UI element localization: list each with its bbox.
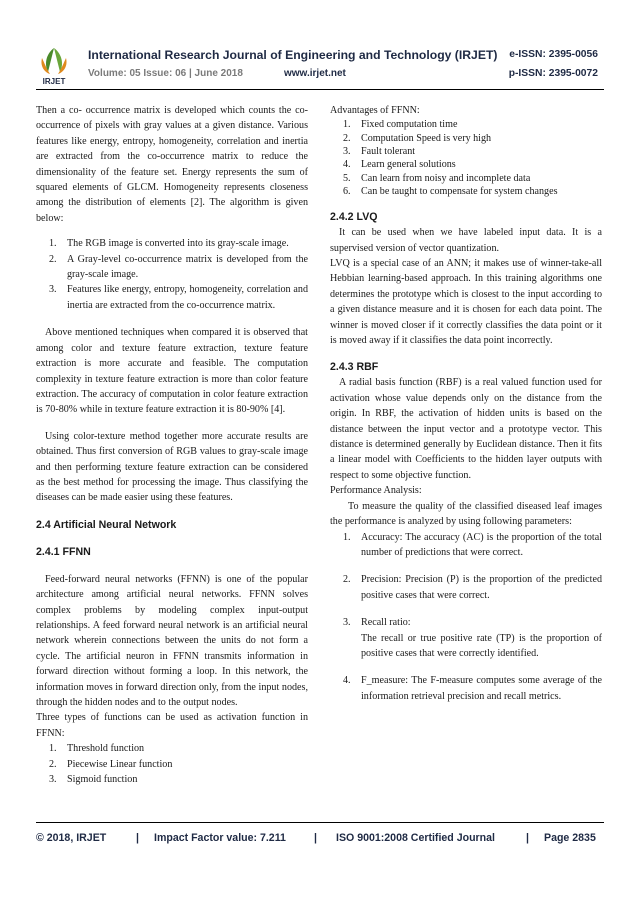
metrics-list: [330, 530, 602, 705]
comparison-paragraph: Above mentioned techniques when compared it is observed that among color and texture feature extraction, texture feature extraction is more accurate and feasible. The computation complexity in texture feature extraction is more than color feature extraction. The accuracy of computation in color feature extraction is 70-80% while in texture feature extraction it is 80-90% [4].: [36, 327, 308, 416]
list-item: 6. Can be taught to compensate for system changes: [343, 185, 558, 197]
lvq-paragraph-2: LVQ is a special case of an ANN; it makes use of winner-take-all Hebbian learning-based approach. In this training algorithms one determines the prototype which is closest to the input according to a given distance measure and it is chosen for each data point. The winner is moved closer if it correctly classifies the data point or it is moved away if it classifies the data point incorrectly.: [330, 258, 602, 347]
advantages-title: Advantages of FFNN:: [330, 105, 420, 116]
left-column: [36, 103, 308, 787]
list-item: 4. F_measure: The F-measure computes some average of the information retrieval precision and recall metrics.: [343, 675, 602, 702]
section-heading-ffnn: 2.4.1 FFNN: [36, 545, 91, 558]
color-texture-paragraph: Using color-texture method together more accurate results are obtained. Thus first conversion of RGB values to gray-scale image and then performing texture feature extraction can be considered as the best method for processing the image. Thus classifying the diseases can be made easier using these features.: [36, 430, 308, 504]
page-header: [36, 44, 604, 86]
footer-separator: |: [526, 832, 529, 844]
list-item: 3. Recall ratio: The recall or true positive rate (TP) is the proportion of positive cases that were correctly identified.: [343, 617, 602, 659]
copyright: © 2018, IRJET: [36, 832, 107, 844]
iso-certification: ISO 9001:2008 Certified Journal: [336, 832, 495, 844]
section-heading-ann: 2.4 Artificial Neural Network: [36, 518, 177, 531]
section-heading-rbf: 2.4.3 RBF: [330, 361, 379, 374]
header-divider: [36, 89, 604, 90]
list-item: 1. The RGB image is converted into its gray-scale image.: [49, 238, 289, 250]
advantages-list: [330, 118, 602, 198]
list-item: 3. Fault tolerant: [343, 146, 416, 157]
rbf-paragraph: A radial basis function (RBF) is a real valued function used for activation whose value depends only on the distance from the origin. In RBF, the activation of hidden units is based on the distance between the input vector and a prototype vector. This distance is determined generally by Euclidean distance. Then it fits a linear model with Coefficients to the hidden layer outputs with respect to some objective function.: [330, 377, 602, 481]
algorithm-list: [36, 236, 308, 313]
performance-paragraph: To measure the quality of the classified diseased leaf images the performance is analyzed by using following parameters:: [330, 500, 602, 528]
journal-title: International Research Journal of Engineering and Technology (IRJET): [88, 48, 498, 62]
activation-list: [36, 741, 308, 787]
activation-intro: Three types of functions can be used as activation function in FFNN:: [36, 712, 308, 739]
footer-separator: |: [136, 832, 139, 844]
list-item: 4. Learn general solutions: [343, 159, 456, 171]
footer-divider: [36, 822, 604, 823]
performance-title: Performance Analysis:: [330, 485, 422, 497]
right-column: [330, 103, 602, 704]
list-item: 1. Accuracy: The accuracy (AC) is the proportion of the total number of predictions that were correct.: [343, 531, 602, 558]
p-issn: p-ISSN: 2395-0072: [508, 68, 598, 79]
list-item: 3. Sigmoid function: [49, 774, 138, 786]
section-heading-lvq: 2.4.2 LVQ: [330, 211, 378, 224]
list-item: 5. Can learn from noisy and incomplete data: [343, 172, 531, 184]
page-footer: [36, 832, 604, 852]
intro-paragraph: Then a co- occurrence matrix is developed which counts the co-occurrence of pixels with gray values at a given distance. Various features like energy, entropy, homogeneity, correlation and inertia are extracted from the co-occurrence matrix to reduce the dimensionality of the feature set. Energy represents the sum of squared elements of GLCM. Homogeneity represents closeness among the distribution of elements [2]. The algorithm is given below:: [36, 105, 308, 224]
volume-issue: Volume: 05 Issue: 06 | June 2018: [88, 68, 243, 79]
irjet-logo: [36, 44, 72, 86]
list-item: 3. Features like energy, entropy, homogeneity, correlation and inertia are extracted from the co-occurrence matrix.: [49, 284, 308, 311]
footer-separator: |: [314, 832, 317, 844]
list-item: 2. A Gray-level co-occurrence matrix is developed from the gray-scale image.: [49, 253, 308, 281]
list-item: 2. Precision: Precision (P) is the proportion of the predicted positive cases that were correct.: [343, 574, 602, 601]
list-item: 2. Piecewise Linear function: [49, 758, 173, 770]
list-item: 2. Computation Speed is very high: [343, 132, 492, 144]
ffnn-paragraph: Feed-forward neural networks (FFNN) is one of the popular architecture among artificial neural networks. FFNN solves complex problems by modeling complex input-output relationships. A feed forward neural network is an artificial neural network wherein connections between the units do not form a cycle. The artificial neuron in FFNN transmits information in forward direction without forming a loop. In this network, the information moves in forward direction only, from the input nodes, through the hidden nodes and to the output nodes.: [36, 573, 308, 708]
website-link[interactable]: www.irjet.net: [284, 68, 346, 79]
e-issn: e-ISSN: 2395-0056: [509, 49, 598, 60]
list-item: 1. Fixed computation time: [343, 119, 458, 131]
svg-text:IRJET: IRJET: [42, 77, 66, 86]
list-item: 1. Threshold function: [49, 743, 145, 755]
lvq-paragraph: It can be used when we have labeled input data. It is a supervised version of vector quantization.: [330, 227, 602, 254]
impact-factor: Impact Factor value: 7.211: [154, 832, 286, 844]
page-number: Page 2835: [544, 832, 596, 844]
